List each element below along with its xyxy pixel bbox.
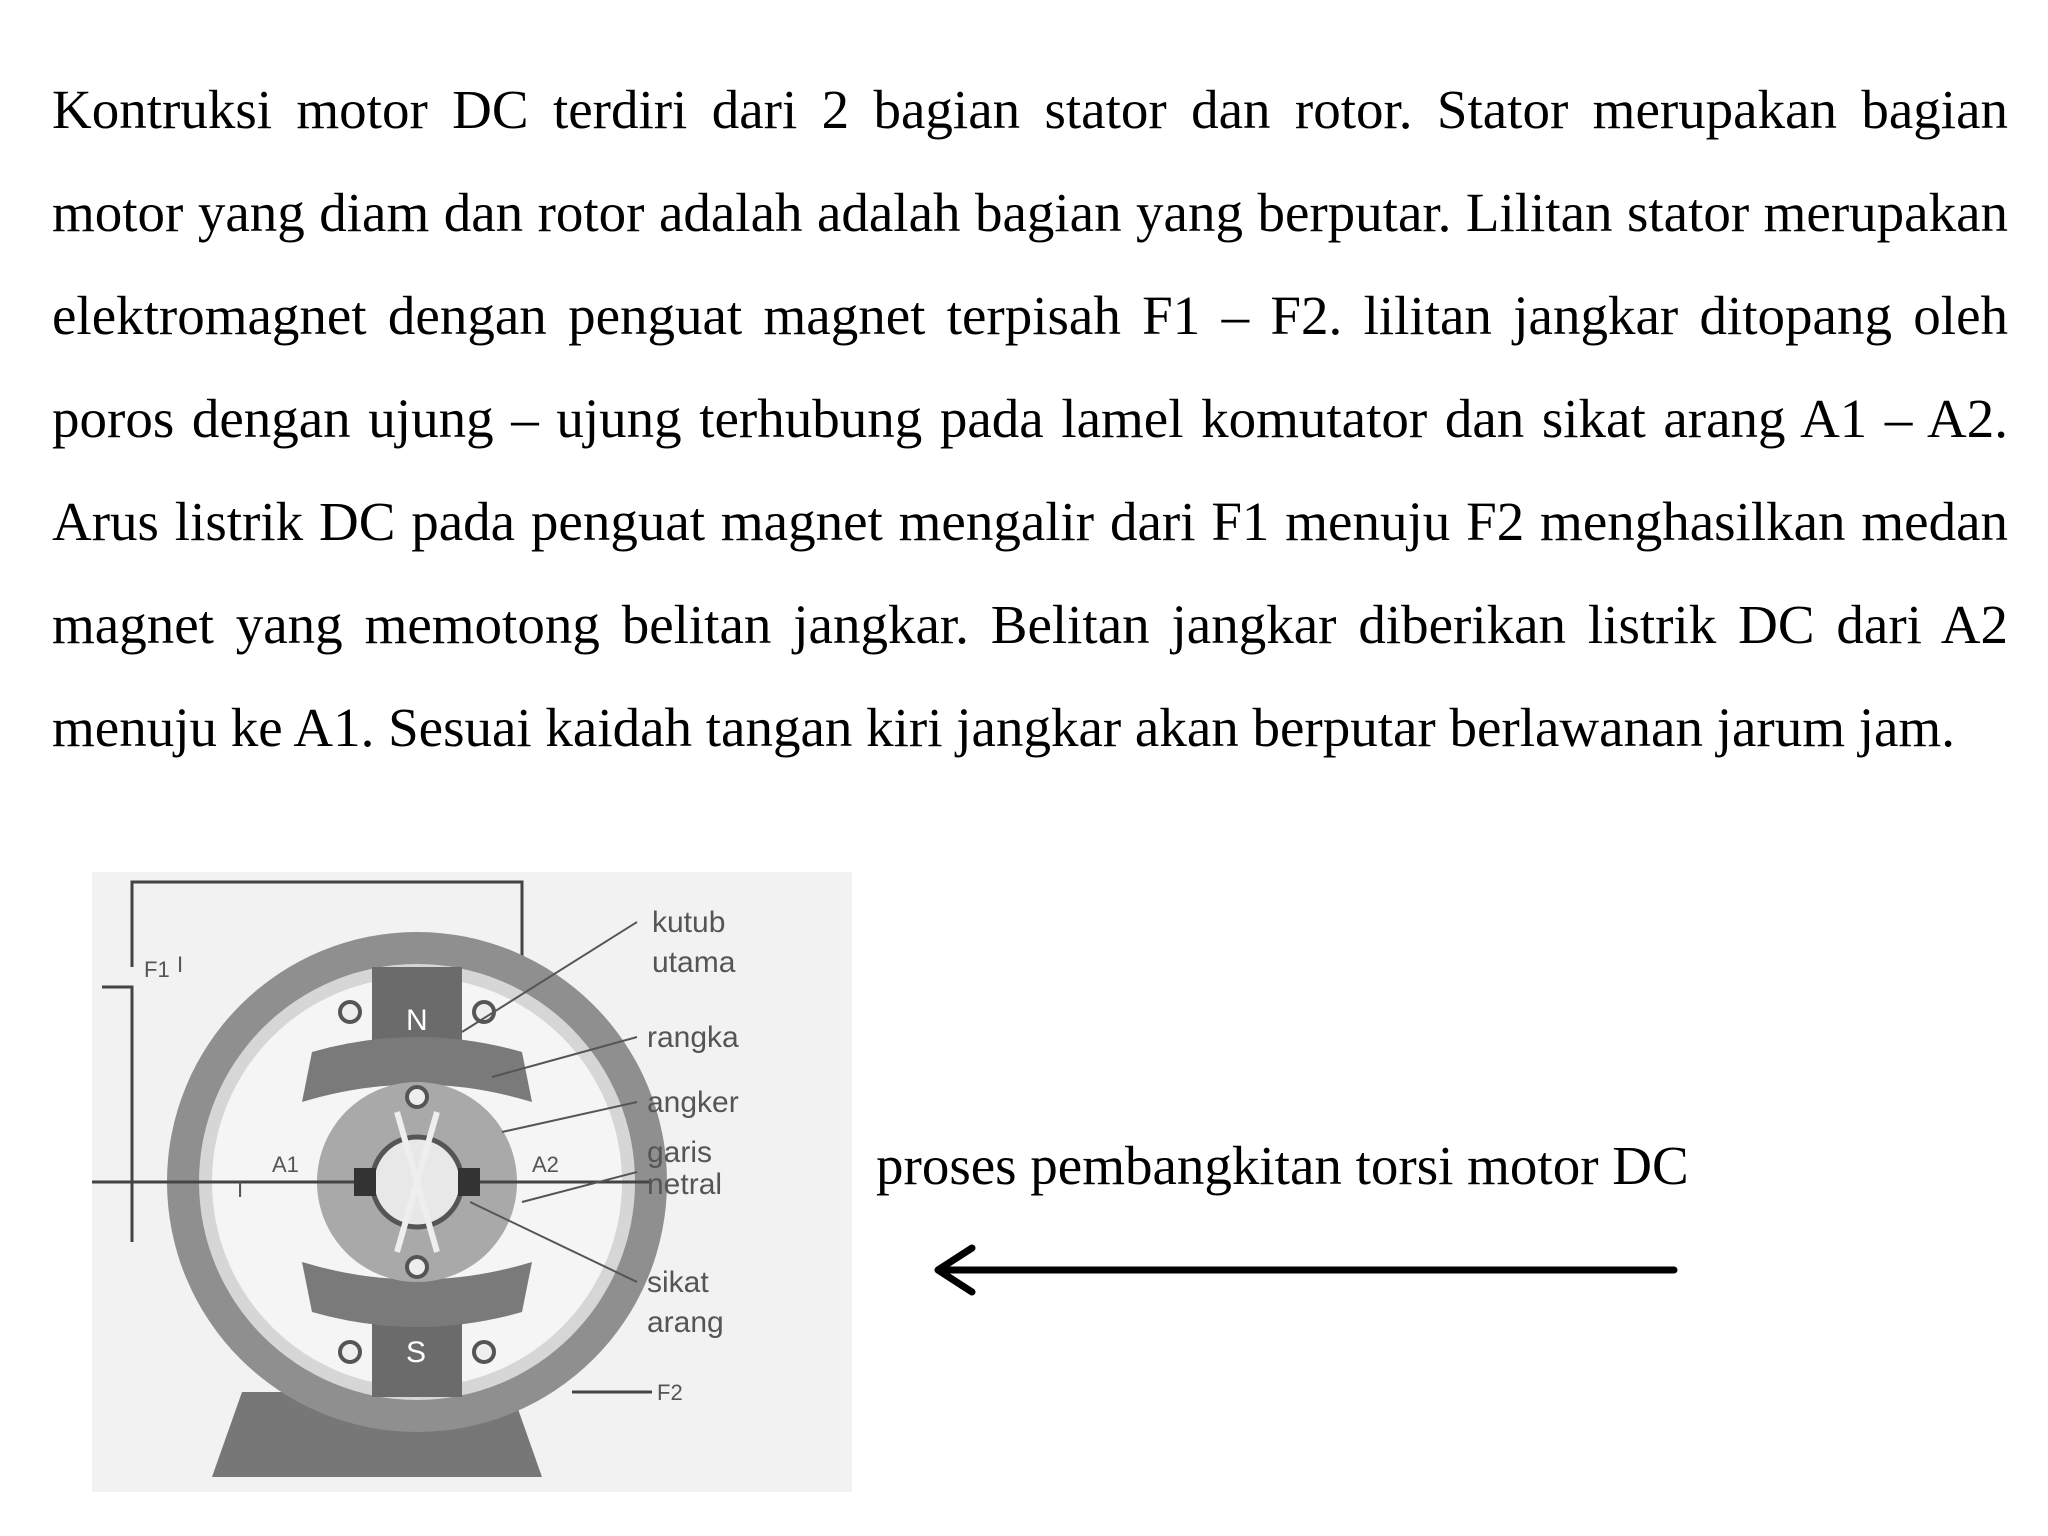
field-terminal-top-left [340, 1002, 360, 1022]
label-f1: F1 [144, 957, 170, 982]
dc-motor-figure [92, 872, 852, 1492]
current-arrow-f1: I [177, 952, 184, 977]
label-kutub: kutub [652, 906, 726, 939]
carbon-brush-a1 [354, 1168, 376, 1196]
figure-caption: proses pembangkitan torsi motor DC [876, 1135, 1689, 1196]
label-rangka: rangka [647, 1021, 739, 1054]
label-f2: F2 [657, 1380, 683, 1405]
label-sikat: sikat [647, 1266, 709, 1299]
body-paragraph: Kontruksi motor DC terdiri dari 2 bagian stator dan rotor. Stator merupakan bagian motor yang diam dan rotor adalah adalah bagian yang berputar. Lilitan stator merupakan elektromagnet dengan penguat magnet terpisah F1 – F2. lilitan jangkar ditopang oleh poros dengan ujung – ujung terhubung pada lamel komutator dan sikat arang A1 – A2. Arus listrik DC pada penguat magnet mengalir dari F1 menuju F2 menghasilkan medan magnet yang memotong belitan jangkar. Belitan jangkar diberikan listrik DC dari A2 menuju ke A1. Sesuai kaidah tangan kiri jangkar akan berputar berlawanan jarum jam. [52, 79, 2008, 758]
field-terminal-bottom-left [340, 1342, 360, 1362]
label-a2: A2 [532, 1152, 559, 1177]
label-garis: garis [647, 1136, 713, 1169]
label-netral: netral [647, 1168, 723, 1201]
left-arrow [924, 1240, 1680, 1300]
label-utama: utama [652, 946, 736, 979]
pole-n-label: N [406, 1004, 428, 1037]
pole-s-label: S [406, 1336, 427, 1369]
left-arrow-icon [924, 1240, 1680, 1300]
label-a1: A1 [272, 1152, 299, 1177]
carbon-brush-a2 [458, 1168, 480, 1196]
dc-motor-diagram [92, 872, 852, 1492]
field-terminal-bottom-right [474, 1342, 494, 1362]
armature-terminal-top [407, 1087, 427, 1107]
armature-terminal-bottom [407, 1257, 427, 1277]
label-angker: angker [647, 1086, 739, 1119]
current-arrow-a1: I [237, 1177, 244, 1202]
label-arang: arang [647, 1306, 724, 1339]
